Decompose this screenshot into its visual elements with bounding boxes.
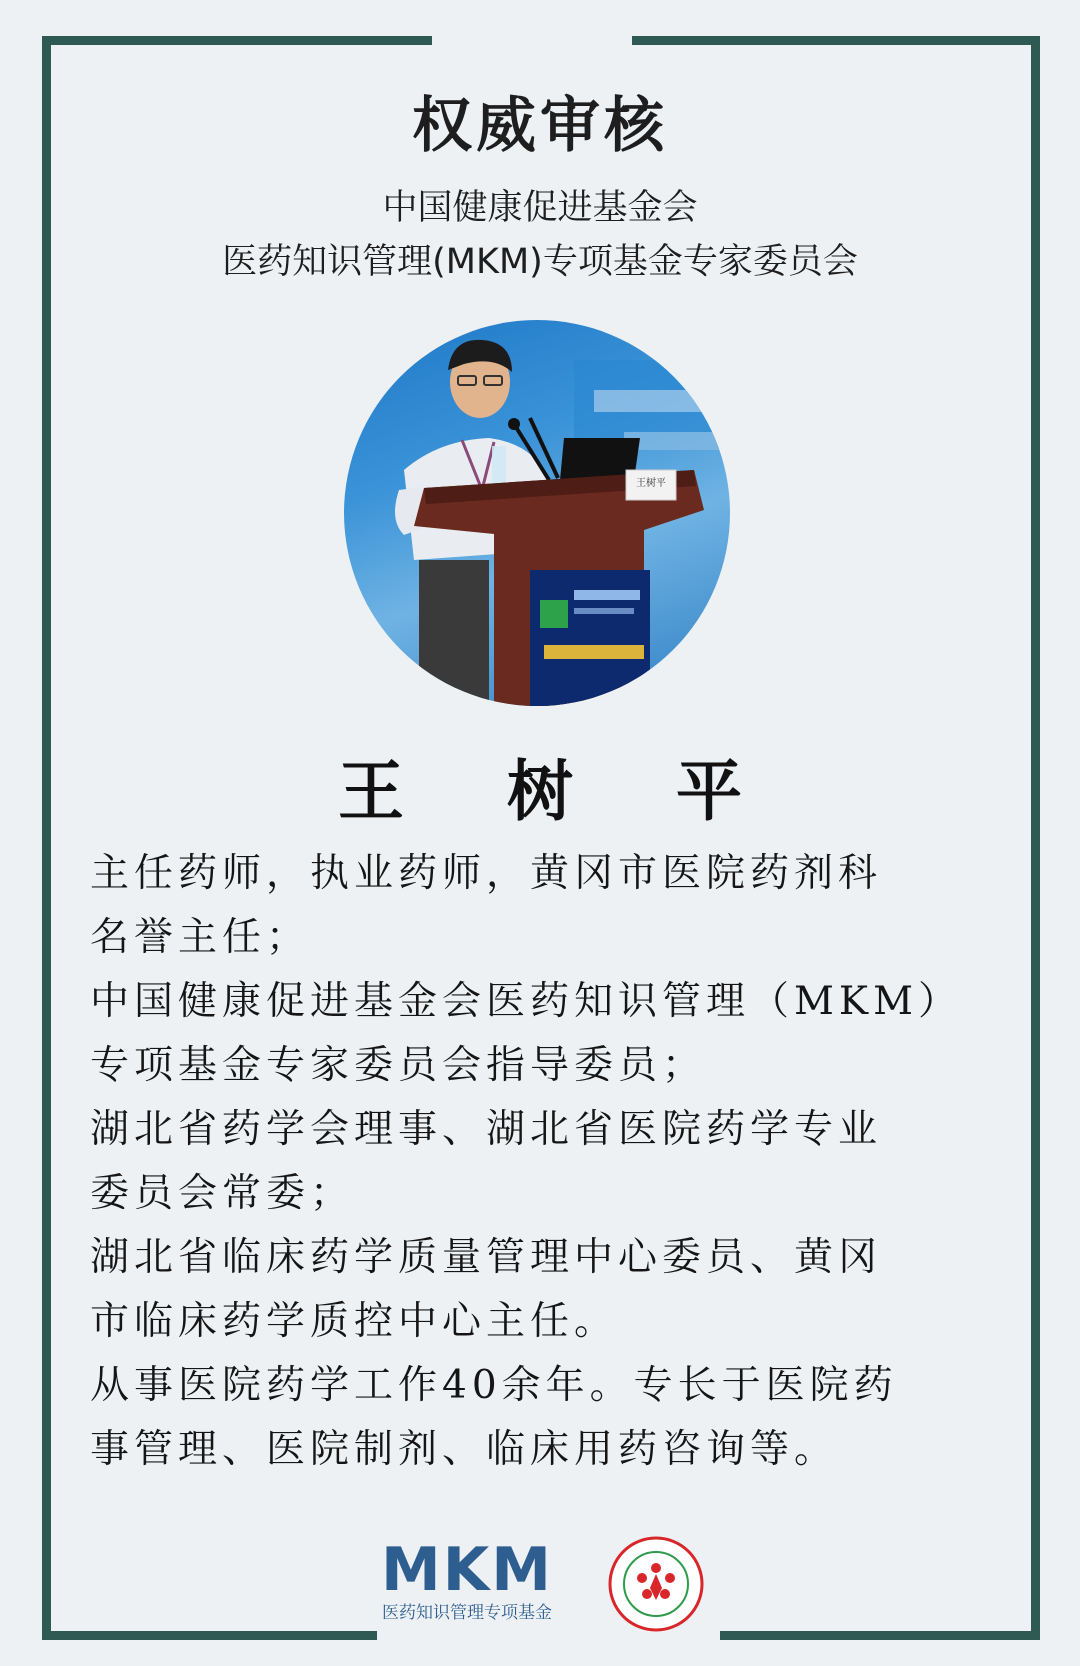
bio-line: 市临床药学质控中心主任。 [90,1299,619,1344]
frame-bottom-right [720,1631,1040,1640]
mkm-logo-caption: 医药知识管理专项基金 [382,1603,552,1623]
mkm-logo [372,1535,562,1623]
bio-line: 专项基金专家委员会指导委员； [90,1043,707,1088]
bio-line: 主任药师，执业药师，黄冈市医院药剂科 [90,851,883,896]
bio-line: 事管理、医院制剂、临床用药咨询等。 [90,1427,839,1472]
portrait-illustration [344,320,730,706]
page-title: 权威审核 [412,91,668,161]
bio-line: 湖北省药学会理事、湖北省医院药学专业 [90,1107,883,1152]
bio-line: 从事医院药学工作40余年。专长于医院药 [90,1363,898,1408]
bio-line: 名誉主任； [90,915,311,960]
org-name-line-2: 医药知识管理(MKM)专项基金专家委员会 [222,242,858,282]
org-name-line-1: 中国健康促进基金会 [382,188,698,228]
frame-bottom-left [42,1631,377,1640]
expert-name: 王 树 平 [338,752,782,830]
frame-top-left [42,36,432,45]
expert-bio [90,842,990,1482]
foundation-seal-logo [606,1534,706,1634]
seal-graphic [606,1534,706,1634]
bio-line: 中国健康促进基金会医药知识管理（MKM） [90,979,963,1024]
expert-portrait [344,320,730,706]
nameplate-text: 王树平 [636,478,666,489]
mkm-logo-letters: MKM [381,1535,553,1605]
bio-line: 委员会常委； [90,1171,355,1216]
frame-top-right [632,36,1040,45]
bio-line: 湖北省临床药学质量管理中心委员、黄冈 [90,1235,883,1280]
